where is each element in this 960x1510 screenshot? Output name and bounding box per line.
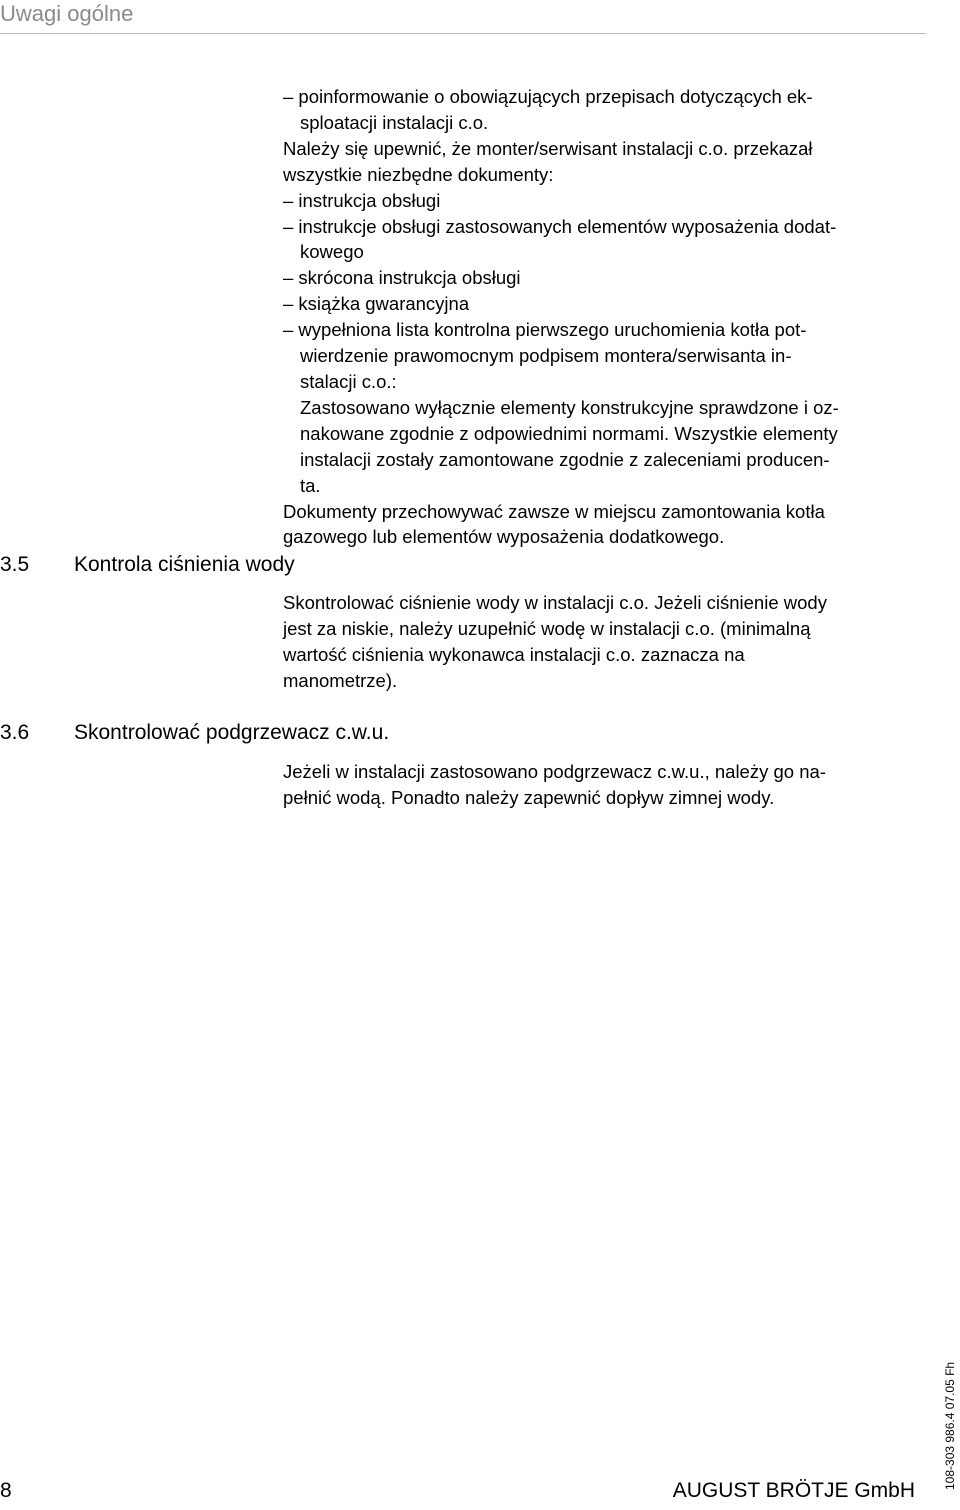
text-line: wartość ciśnienia wykonawca instalacji c.o. zaznacza na — [283, 643, 745, 665]
list-item-continuation: instalacji zostały zamontowane zgodnie z zaleceniami producen- — [300, 448, 830, 470]
list-item-continuation: Zastosowano wyłącznie elementy konstrukcyjne sprawdzone i oz- — [300, 396, 839, 418]
footer-company: AUGUST BRÖTJE GmbH — [672, 1479, 915, 1502]
list-item: – instrukcje obsługi zastosowanych elementów wyposażenia dodat- — [283, 215, 837, 237]
page-number: 8 — [0, 1479, 12, 1502]
section-3-5-text — [283, 590, 933, 694]
section-title: Skontrolować podgrzewacz c.w.u. — [74, 721, 390, 744]
text-line: manometrze). — [283, 669, 398, 691]
list-item-continuation: stalacji c.o.: — [300, 370, 397, 392]
header-divider — [0, 33, 926, 34]
list-item-continuation: kowego — [300, 241, 364, 263]
section-number: 3.6 — [0, 721, 30, 744]
text-line: Jeżeli w instalacji zastosowano podgrzewacz c.w.u., należy go na- — [283, 761, 826, 782]
section-number: 3.5 — [0, 553, 30, 576]
list-item-continuation: nakowane zgodnie z odpowiednimi normami. Wszystkie elementy — [300, 422, 838, 444]
page-header-title: Uwagi ogólne — [0, 1, 134, 26]
text-line: Skontrolować ciśnienie wody w instalacji c.o. Jeżeli ciśnienie wody — [283, 592, 827, 613]
document-code — [933, 1310, 960, 1490]
list-item-continuation: wierdzenie prawomocnym podpisem montera/serwisanta in- — [300, 345, 792, 367]
section-title: Kontrola ciśnienia wody — [74, 553, 295, 576]
text-line: pełnić wodą. Ponadto należy zapewnić dopływ zimnej wody. — [283, 786, 775, 808]
text-line: Dokumenty przechowywać zawsze w miejscu zamontowania kotła — [283, 500, 825, 522]
list-item: – skrócona instrukcja obsługi — [283, 267, 521, 289]
text-line: sploatacji instalacji c.o. — [300, 111, 489, 133]
text-line: jest za niskie, należy uzupełnić wodę w instalacji c.o. (minimalną — [283, 617, 811, 639]
text-line: wszystkie niezbędne dokumenty: — [283, 163, 554, 185]
list-item-continuation: ta. — [300, 474, 321, 496]
section-heading-3-6 — [0, 720, 389, 746]
intro-text-block — [283, 84, 933, 550]
list-item: – wypełniona lista kontrolna pierwszego uruchomienia kotła pot- — [283, 319, 807, 341]
text-line: – poinformowanie o obowiązujących przepisach dotyczących ek- — [283, 86, 813, 107]
list-item: – książka gwarancyjna — [283, 293, 470, 315]
list-item: – instrukcja obsługi — [283, 189, 441, 211]
section-heading-3-5 — [0, 552, 295, 578]
section-3-6-text — [283, 759, 933, 811]
text-line: gazowego lub elementów wyposażenia dodatkowego. — [283, 526, 725, 548]
text-line: Należy się upewnić, że monter/serwisant instalacji c.o. przekazał — [283, 137, 813, 159]
document-code-text: 108-303 986.4 07.05 Fh — [943, 1361, 957, 1490]
